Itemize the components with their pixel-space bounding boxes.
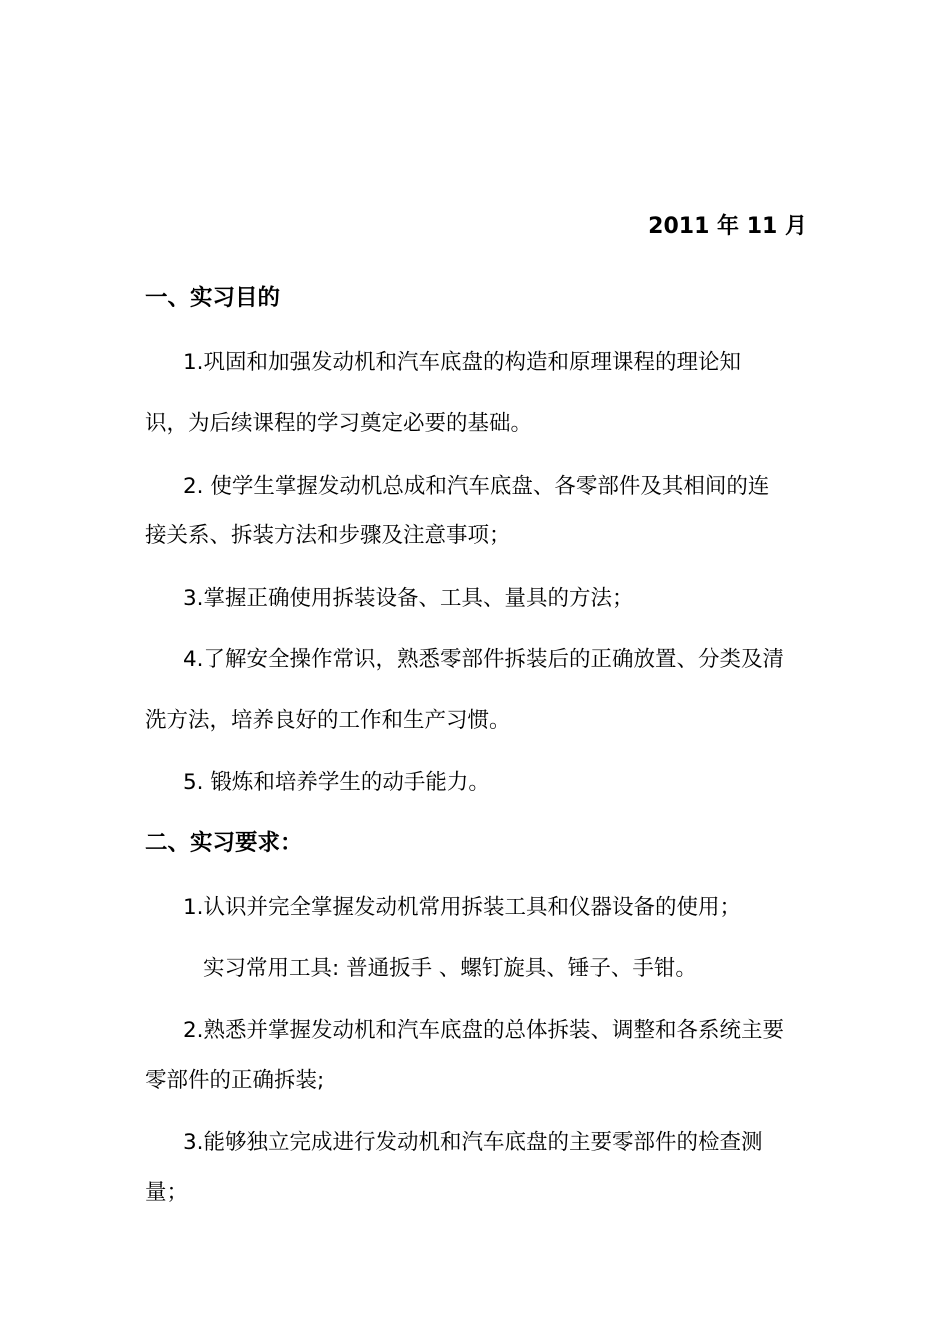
document-date: 2011 年 11 月 bbox=[648, 214, 807, 239]
objective-1-line-1: 1.巩固和加强发动机和汽车底盘的构造和原理课程的理论知 bbox=[183, 350, 742, 375]
objective-4-line-2: 洗方法，培养良好的工作和生产习惯。 bbox=[145, 708, 511, 733]
common-tools-line: 实习常用工具: 普通扳手 、螺钉旋具、锤子、手钳。 bbox=[203, 956, 697, 981]
requirement-3-line-2: 量； bbox=[145, 1180, 189, 1205]
objective-5: 5. 锻炼和培养学生的动手能力。 bbox=[183, 770, 490, 795]
section-heading-objectives: 一、实习目的 bbox=[145, 285, 281, 311]
objective-4-line-1: 4.了解安全操作常识，熟悉零部件拆装后的正确放置、分类及清 bbox=[183, 647, 785, 672]
section-heading-requirements: 二、实习要求： bbox=[145, 830, 303, 856]
objective-3: 3.掌握正确使用拆装设备、工具、量具的方法； bbox=[183, 586, 634, 611]
requirement-2-line-2: 零部件的正确拆装; bbox=[145, 1068, 325, 1093]
objective-2-line-1: 2. 使学生掌握发动机总成和汽车底盘、各零部件及其相间的连 bbox=[183, 474, 770, 499]
requirement-3-line-1: 3.能够独立完成进行发动机和汽车底盘的主要零部件的检查测 bbox=[183, 1130, 763, 1155]
objective-2-line-2: 接关系、拆装方法和步骤及注意事项； bbox=[145, 523, 511, 548]
requirement-2-line-1: 2.熟悉并掌握发动机和汽车底盘的总体拆装、调整和各系统主要 bbox=[183, 1018, 785, 1043]
objective-1-line-2: 识，为后续课程的学习奠定必要的基础。 bbox=[145, 411, 533, 436]
requirement-1: 1.认识并完全掌握发动机常用拆装工具和仪器设备的使用； bbox=[183, 895, 742, 920]
